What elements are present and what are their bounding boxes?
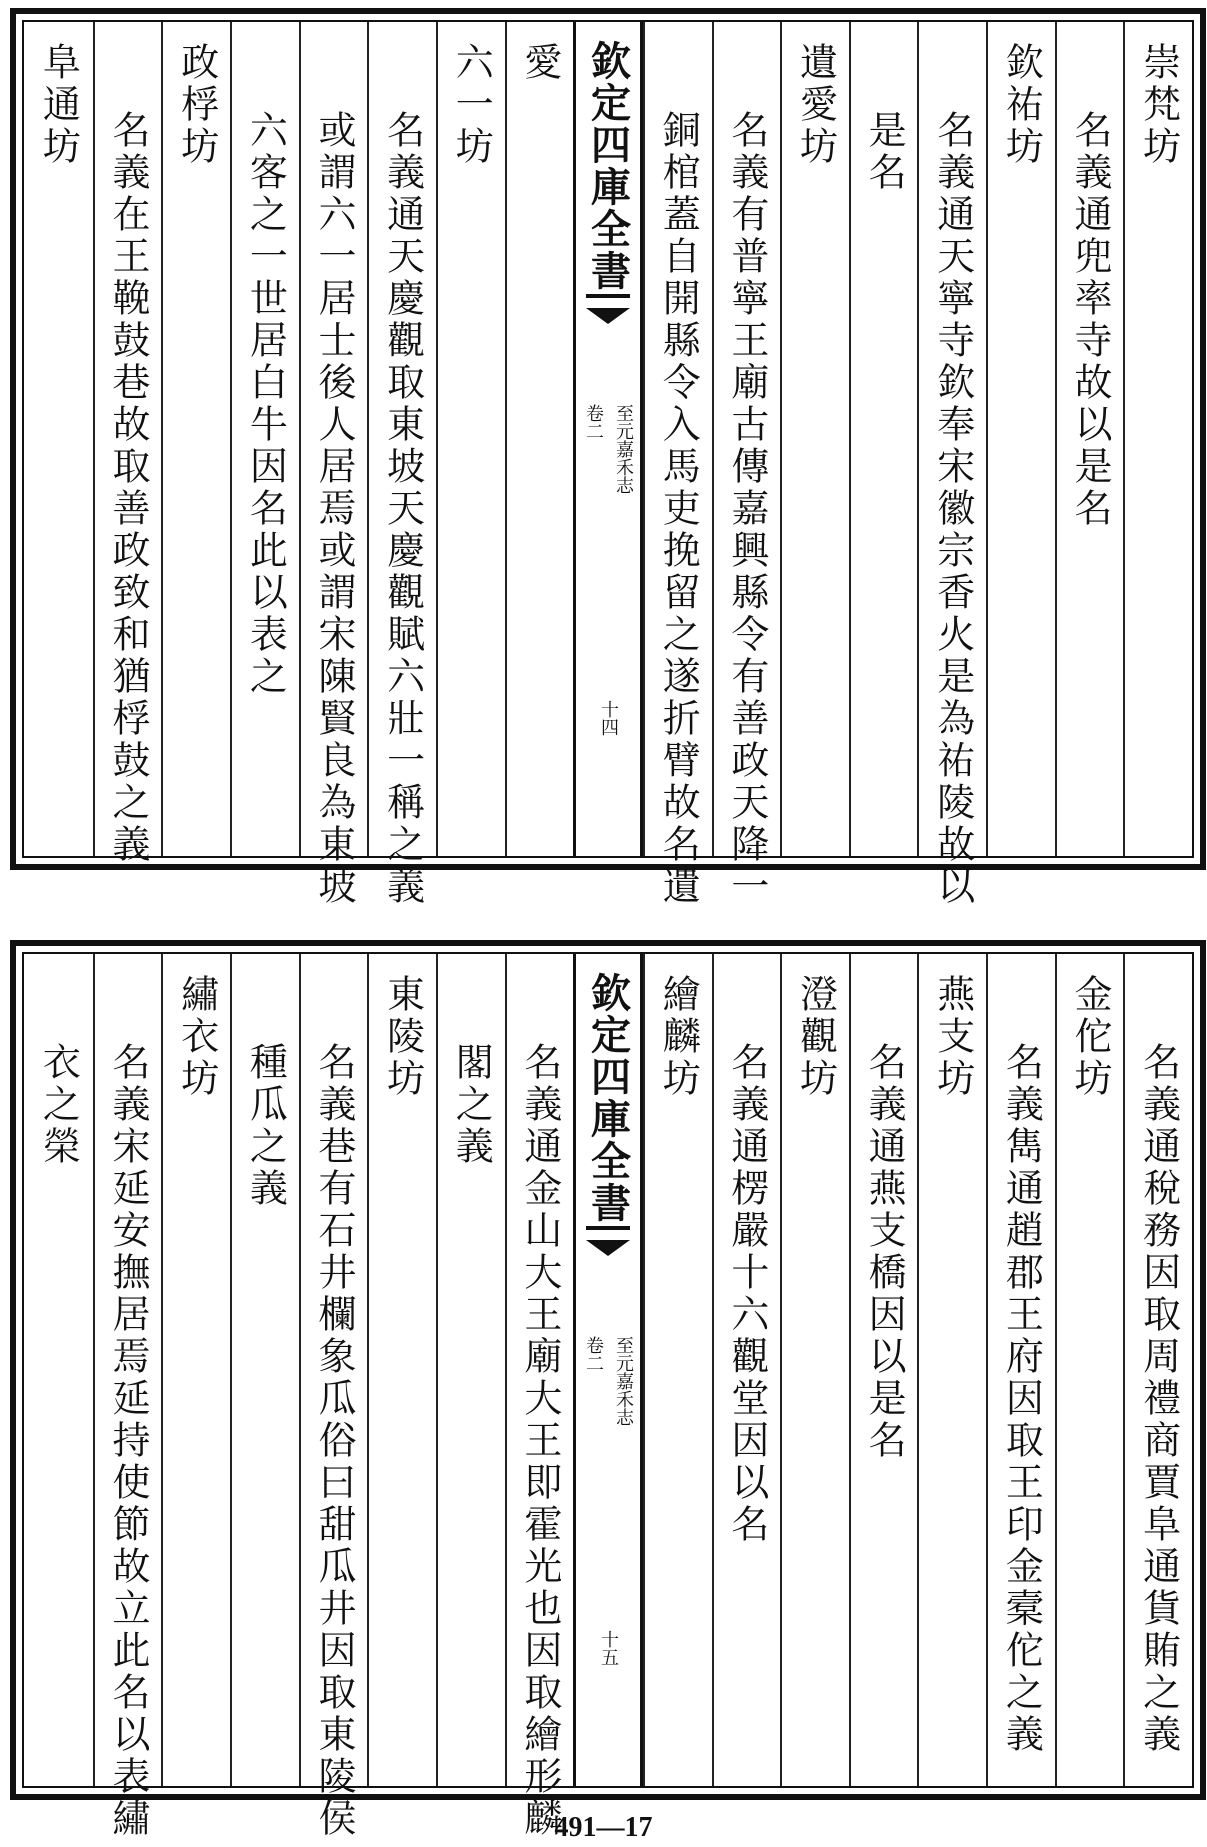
text-column bbox=[1123, 954, 1192, 1786]
upper-page bbox=[10, 8, 1206, 908]
column-text: 繡衣坊 bbox=[174, 974, 219, 1100]
column-text: 愛 bbox=[517, 42, 562, 84]
column-text: 六一坊 bbox=[449, 42, 494, 168]
column-text: 名義巷有石井欄象瓜俗曰甜瓜井因取東陵侯 bbox=[311, 1042, 356, 1840]
text-column bbox=[93, 954, 162, 1840]
text-column bbox=[986, 954, 1055, 1786]
fish-tail-rule bbox=[586, 294, 630, 298]
column-text: 名義通燕支橋因以是名 bbox=[862, 1042, 907, 1462]
text-column bbox=[93, 22, 162, 866]
text-column bbox=[436, 22, 505, 856]
text-column bbox=[230, 954, 299, 1786]
text-column bbox=[299, 22, 368, 908]
text-column bbox=[24, 954, 93, 1786]
folio-number: 十五 bbox=[598, 1630, 620, 1666]
volume-label: 卷二 bbox=[583, 1336, 605, 1372]
text-column bbox=[299, 954, 368, 1840]
column-text: 政桴坊 bbox=[174, 42, 219, 168]
column-text: 遺愛坊 bbox=[793, 42, 838, 168]
column-text: 名義通兜率寺故以是名 bbox=[1068, 110, 1113, 530]
fish-tail-mark-icon bbox=[586, 1240, 630, 1256]
column-text: 名義宋延安撫居焉延持使節故立此名以表繡 bbox=[106, 1042, 151, 1840]
column-text: 名義在王鞔鼓巷故取善政致和猶桴鼓之義 bbox=[106, 110, 151, 866]
column-text: 衣之榮 bbox=[36, 1042, 81, 1168]
fish-tail-mark-icon bbox=[586, 308, 630, 324]
column-text: 名義通天寧寺欽奉宋徽宗香火是為祐陵故以 bbox=[930, 110, 975, 908]
column-text: 或謂六一居士後人居焉或謂宋陳賢良為東坡 bbox=[311, 110, 356, 908]
work-title: 至元嘉禾志 bbox=[613, 1336, 635, 1426]
column-text: 名義雋通趙郡王府因取王印金槖佗之義 bbox=[999, 1042, 1044, 1756]
center-meta bbox=[580, 404, 636, 494]
text-column bbox=[367, 22, 436, 908]
text-column bbox=[849, 954, 918, 1786]
text-column bbox=[849, 22, 918, 856]
text-column bbox=[367, 954, 436, 1786]
text-column bbox=[161, 954, 230, 1786]
text-column bbox=[1123, 22, 1192, 856]
center-fold bbox=[573, 22, 643, 856]
text-column bbox=[1055, 22, 1124, 856]
column-text: 崇梵坊 bbox=[1136, 42, 1181, 168]
column-text: 燕支坊 bbox=[930, 974, 975, 1100]
column-text: 銅棺蓋自開縣令入馬吏挽留之遂折臂故名遺 bbox=[656, 110, 701, 908]
text-column bbox=[712, 22, 781, 908]
text-column bbox=[780, 22, 849, 856]
volume-label: 卷二 bbox=[583, 404, 605, 440]
text-column bbox=[643, 22, 712, 908]
text-column bbox=[161, 22, 230, 856]
upper-columns bbox=[24, 22, 1192, 908]
column-text: 東陵坊 bbox=[380, 974, 425, 1100]
column-text: 金佗坊 bbox=[1068, 974, 1113, 1100]
page-number: 491—17 bbox=[554, 1812, 653, 1843]
text-column bbox=[436, 954, 505, 1786]
text-column bbox=[780, 954, 849, 1786]
column-text: 欽祐坊 bbox=[999, 42, 1044, 168]
book-title: 欽定四庫全書 bbox=[584, 40, 632, 292]
text-column bbox=[505, 22, 574, 856]
text-column bbox=[917, 22, 986, 908]
text-column bbox=[643, 954, 712, 1786]
column-text: 閣之義 bbox=[449, 1042, 494, 1168]
column-text: 是名 bbox=[862, 110, 907, 194]
text-column bbox=[986, 22, 1055, 856]
text-column bbox=[24, 22, 93, 856]
text-column bbox=[917, 954, 986, 1786]
fish-tail-rule bbox=[586, 1226, 630, 1230]
folio-number: 十四 bbox=[598, 700, 620, 736]
column-text: 種瓜之義 bbox=[243, 1042, 288, 1210]
work-title: 至元嘉禾志 bbox=[613, 404, 635, 494]
book-title: 欽定四庫全書 bbox=[584, 972, 632, 1224]
column-text: 名義通稅務因取周禮商賈阜通貨賄之義 bbox=[1136, 1042, 1181, 1756]
center-meta bbox=[580, 1336, 636, 1426]
column-text: 名義通金山大王廟大王即霍光也因取繪形麟 bbox=[517, 1042, 562, 1840]
text-column bbox=[712, 954, 781, 1786]
column-text: 六客之一世居白牛因名此以表之 bbox=[243, 110, 288, 698]
center-fold bbox=[573, 954, 643, 1786]
column-text: 阜通坊 bbox=[36, 42, 81, 168]
text-column bbox=[1055, 954, 1124, 1786]
column-text: 名義有普寧王廟古傳嘉興縣令有善政天降一 bbox=[724, 110, 769, 908]
text-column bbox=[505, 954, 574, 1840]
column-text: 繪麟坊 bbox=[656, 974, 701, 1100]
text-column bbox=[230, 22, 299, 856]
column-text: 名義通楞嚴十六觀堂因以名 bbox=[724, 1042, 769, 1546]
column-text: 名義通天慶觀取東坡天慶觀賦六壯一稱之義 bbox=[380, 110, 425, 908]
column-text: 澄觀坊 bbox=[793, 974, 838, 1100]
